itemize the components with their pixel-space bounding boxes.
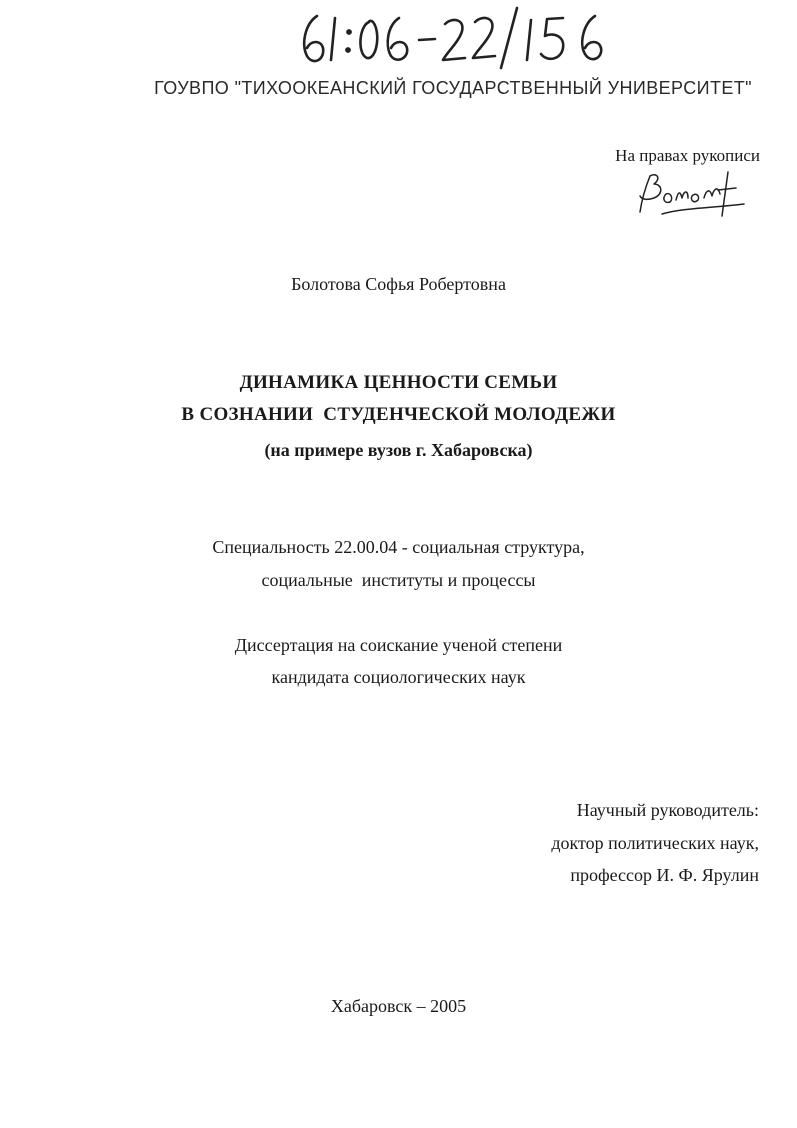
supervisor-name: профессор И. Ф. Ярулин: [570, 865, 759, 885]
dissertation-title-line-2: В СОЗНАНИИ СТУДЕНЧЕСКОЙ МОЛОДЕЖИ: [181, 404, 616, 425]
dissertation-title-line-1: ДИНАМИКА ЦЕННОСТИ СЕМЬИ: [239, 372, 558, 393]
author-name: Болотова Софья Робертовна: [291, 274, 506, 294]
manuscript-rights-label: На правах рукописи: [615, 146, 760, 165]
degree-line-2: кандидата социологических наук: [271, 667, 526, 687]
dissertation-subtitle: (на примере вузов г. Хабаровска): [264, 440, 533, 460]
institution-name: ГОУВПО "ТИХООКЕАНСКИЙ ГОСУДАРСТВЕННЫЙ УНИВЕРСИТЕТ": [154, 78, 752, 98]
specialty-line-1: Специальность 22.00.04 - социальная структура,: [212, 537, 585, 557]
city-year: Хабаровск – 2005: [330, 996, 467, 1016]
supervisor-label: Научный руководитель:: [576, 800, 759, 820]
handwritten-archive-code: [295, 2, 625, 74]
supervisor-degree: доктор политических наук,: [551, 833, 759, 853]
author-signature: [632, 168, 747, 224]
degree-line-1: Диссертация на соискание ученой степени: [234, 635, 563, 655]
specialty-line-2: социальные институты и процессы: [261, 570, 536, 590]
